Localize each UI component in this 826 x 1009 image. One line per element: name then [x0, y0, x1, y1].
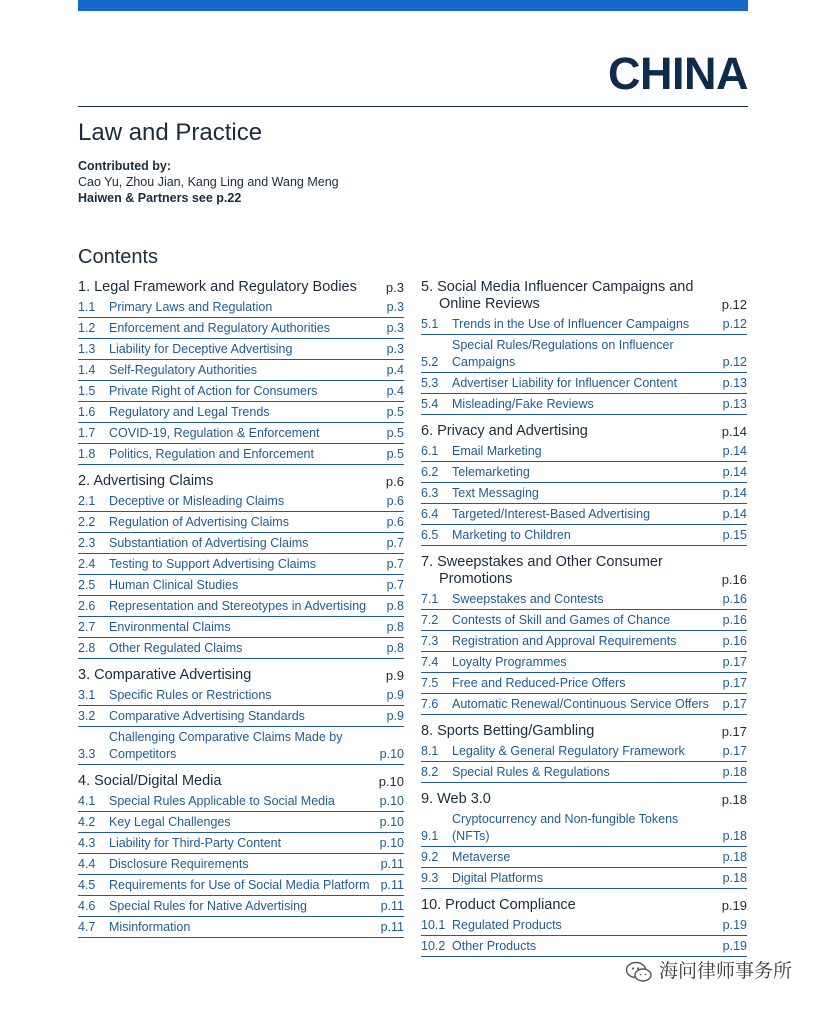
- contributors-names: Cao Yu, Zhou Jian, Kang Ling and Wang Meng: [78, 175, 339, 189]
- toc-section: [78, 277, 404, 465]
- toc-item[interactable]: [78, 917, 404, 938]
- toc-item-title: Comparative Advertising Standards: [109, 709, 305, 723]
- toc-item[interactable]: [78, 854, 404, 875]
- toc-section-title: 3. Comparative Advertising: [78, 667, 252, 683]
- toc-item-number: 6.2: [421, 465, 439, 479]
- toc-item-page: p.14: [722, 486, 747, 500]
- toc-item-page: p.16: [722, 592, 747, 606]
- toc-item-number: 1.4: [78, 363, 96, 377]
- toc-section-page: p.18: [721, 792, 747, 807]
- toc-item-number: 2.4: [78, 557, 96, 571]
- toc-section: [78, 665, 404, 765]
- toc-section-page: p.16: [721, 572, 747, 587]
- toc-item-title: Disclosure Requirements: [109, 857, 249, 871]
- toc-item[interactable]: [421, 373, 747, 394]
- toc-section: [421, 789, 747, 889]
- toc-item-title: Misleading/Fake Reviews: [452, 397, 594, 411]
- toc-item-title: Free and Reduced-Price Offers: [452, 676, 626, 690]
- toc-item-page: p.7: [386, 578, 404, 592]
- toc-item-page: p.10: [379, 747, 404, 761]
- toc-item[interactable]: [421, 694, 747, 715]
- toc-item-page: p.10: [379, 794, 404, 808]
- toc-item-page: p.18: [722, 850, 747, 864]
- toc-item-number: 9.1: [421, 829, 439, 843]
- toc-item-title: Specific Rules or Restrictions: [109, 688, 272, 702]
- toc-item-number: 4.6: [78, 899, 96, 913]
- toc-item-title: Trends in the Use of Influencer Campaigns: [452, 317, 690, 331]
- toc-item[interactable]: [78, 512, 404, 533]
- toc-right-column: [421, 277, 747, 963]
- toc-item-page: p.14: [722, 507, 747, 521]
- contributors-label: Contributed by:: [78, 159, 172, 173]
- toc-item[interactable]: [421, 525, 747, 546]
- toc-item-page: p.12: [722, 317, 747, 331]
- toc-item-page: p.18: [722, 765, 747, 779]
- toc-item-page: p.5: [386, 405, 404, 419]
- toc-item-title: Special Rules Applicable to Social Media: [109, 794, 335, 808]
- toc-item-number: 5.1: [421, 317, 439, 331]
- toc-section-heading[interactable]: [421, 277, 747, 314]
- toc-item-title: Regulatory and Legal Trends: [109, 405, 270, 419]
- toc-item-number: 4.2: [78, 815, 96, 829]
- toc-item[interactable]: [421, 610, 747, 631]
- toc-item[interactable]: [421, 483, 747, 504]
- toc-item-number: 5.3: [421, 376, 439, 390]
- toc-item-title: Misinformation: [109, 920, 191, 934]
- toc-item-page: p.9: [386, 688, 404, 702]
- toc-section-page: p.10: [378, 774, 404, 789]
- toc-section-heading[interactable]: [421, 895, 747, 915]
- toc-item[interactable]: [78, 360, 404, 381]
- toc-item-number: 4.7: [78, 920, 96, 934]
- toc-item-title: Deceptive or Misleading Claims: [109, 494, 285, 508]
- toc-section-heading[interactable]: [78, 277, 404, 297]
- toc-item-page: p.18: [722, 871, 747, 885]
- toc-section-page: p.19: [721, 898, 747, 913]
- toc-item[interactable]: [78, 491, 404, 512]
- toc-item-page: p.11: [380, 920, 404, 934]
- document-title: Law and Practice: [78, 119, 263, 146]
- toc-item-page: p.3: [386, 342, 404, 356]
- toc-item-title: Registration and Approval Requirements: [452, 634, 677, 648]
- toc-item[interactable]: [421, 394, 747, 415]
- toc-item-number: 2.2: [78, 515, 96, 529]
- toc-item-number: 2.3: [78, 536, 96, 550]
- toc-item-number: 1.8: [78, 447, 96, 461]
- toc-item-title: Email Marketing: [452, 444, 542, 458]
- toc-item-title: Challenging Comparative Claims Made by Competitors: [109, 730, 343, 761]
- header-divider: [78, 106, 748, 107]
- toc-item-title: Legality & General Regulatory Framework: [452, 744, 685, 758]
- toc-section-title: 1. Legal Framework and Regulatory Bodies: [78, 279, 357, 295]
- toc-item-number: 5.4: [421, 397, 439, 411]
- toc-item-title: COVID-19, Regulation & Enforcement: [109, 426, 320, 440]
- toc-item-number: 7.5: [421, 676, 439, 690]
- toc-item-number: 4.1: [78, 794, 96, 808]
- toc-item-number: 8.1: [421, 744, 439, 758]
- toc-section-title: 5. Social Media Influencer Campaigns and Online Reviews: [421, 279, 694, 312]
- toc-item[interactable]: [421, 631, 747, 652]
- toc-item[interactable]: [78, 685, 404, 706]
- toc-section-title: 7. Sweepstakes and Other Consumer Promotions: [421, 554, 663, 587]
- toc-item-title: Sweepstakes and Contests: [452, 592, 604, 606]
- toc-section-page: p.14: [721, 424, 747, 439]
- toc-section: [421, 552, 747, 715]
- toc-item-page: p.14: [722, 444, 747, 458]
- toc-item[interactable]: [421, 673, 747, 694]
- toc-item[interactable]: [421, 847, 747, 868]
- toc-item-page: p.4: [386, 363, 404, 377]
- toc-item-page: p.6: [386, 515, 404, 529]
- toc-item[interactable]: [421, 441, 747, 462]
- toc-item[interactable]: [421, 741, 747, 762]
- toc-item[interactable]: [421, 652, 747, 673]
- toc-item-title: Special Rules for Native Advertising: [109, 899, 308, 913]
- toc-item-number: 1.2: [78, 321, 96, 335]
- toc-item[interactable]: [78, 402, 404, 423]
- toc-section-heading[interactable]: [78, 471, 404, 491]
- toc-item-number: 3.1: [78, 688, 96, 702]
- toc-item-number: 1.1: [78, 300, 96, 314]
- toc-section-heading[interactable]: [78, 665, 404, 685]
- toc-item-title: Liability for Deceptive Advertising: [109, 342, 293, 356]
- toc-item-title: Enforcement and Regulatory Authorities: [109, 321, 330, 335]
- toc-item-number: 7.2: [421, 613, 439, 627]
- toc-section-page: p.9: [385, 668, 404, 683]
- toc-item[interactable]: [421, 915, 747, 936]
- toc-section-page: p.6: [385, 474, 404, 489]
- toc-item[interactable]: [78, 444, 404, 465]
- toc-item-number: 4.4: [78, 857, 96, 871]
- toc-item[interactable]: [78, 554, 404, 575]
- toc-item-title: Digital Platforms: [452, 871, 543, 885]
- toc-item-title: Liability for Third-Party Content: [109, 836, 282, 850]
- toc-item-page: p.19: [722, 939, 747, 953]
- toc-item-number: 1.3: [78, 342, 96, 356]
- toc-item-title: Loyalty Programmes: [452, 655, 567, 669]
- toc-item-title: Representation and Stereotypes in Advertising: [109, 599, 367, 613]
- toc-section: [421, 277, 747, 415]
- toc-item-number: 7.6: [421, 697, 439, 711]
- toc-item-page: p.17: [722, 744, 747, 758]
- toc-item[interactable]: [78, 833, 404, 854]
- toc-item-number: 7.4: [421, 655, 439, 669]
- toc-item-number: 7.3: [421, 634, 439, 648]
- toc-item-number: 10.2: [421, 939, 446, 953]
- toc-item-number: 2.7: [78, 620, 96, 634]
- toc-item-page: p.3: [386, 300, 404, 314]
- toc-item-title: Environmental Claims: [109, 620, 231, 634]
- country-title: CHINA: [608, 48, 748, 99]
- toc-section-title: 6. Privacy and Advertising: [421, 423, 588, 439]
- toc-item-number: 2.6: [78, 599, 96, 613]
- toc-section: [78, 771, 404, 938]
- toc-item-page: p.11: [380, 857, 404, 871]
- watermark-text: 海问律师事务所: [659, 961, 793, 982]
- toc-item[interactable]: [78, 423, 404, 444]
- toc-item-title: Marketing to Children: [452, 528, 571, 542]
- toc-item-page: p.11: [380, 878, 404, 892]
- toc-item-page: p.8: [386, 641, 404, 655]
- toc-left-column: [78, 277, 404, 944]
- toc-item[interactable]: [421, 589, 747, 610]
- toc-item-title: Telemarketing: [452, 465, 530, 479]
- toc-item[interactable]: [78, 706, 404, 727]
- toc-item-page: p.19: [722, 918, 747, 932]
- toc-section-page: p.3: [385, 280, 404, 295]
- toc-item[interactable]: [78, 727, 404, 765]
- toc-item-title: Self-Regulatory Authorities: [109, 363, 257, 377]
- toc-item-number: 1.6: [78, 405, 96, 419]
- toc-item-number: 3.3: [78, 747, 96, 761]
- toc-section: [421, 721, 747, 783]
- toc-item-page: p.5: [386, 426, 404, 440]
- toc-item-number: 10.1: [421, 918, 446, 932]
- toc-item-title: Other Regulated Claims: [109, 641, 243, 655]
- toc-item-number: 6.4: [421, 507, 439, 521]
- toc-item-number: 3.2: [78, 709, 96, 723]
- toc-item-number: 9.3: [421, 871, 439, 885]
- toc-item-page: p.16: [722, 634, 747, 648]
- toc-item[interactable]: [421, 504, 747, 525]
- toc-item-number: 7.1: [421, 592, 439, 606]
- toc-item-title: Politics, Regulation and Enforcement: [109, 447, 314, 461]
- toc-item-number: 1.7: [78, 426, 96, 440]
- contributors-firm[interactable]: Haiwen & Partners see p.22: [78, 191, 242, 205]
- toc-item-title: Regulation of Advertising Claims: [109, 515, 289, 529]
- toc-item-number: 2.8: [78, 641, 96, 655]
- toc-section-page: p.17: [721, 724, 747, 739]
- toc-item-title: Contests of Skill and Games of Chance: [452, 613, 671, 627]
- toc-item[interactable]: [78, 791, 404, 812]
- contents-heading: Contents: [78, 246, 159, 268]
- toc-section-title: 10. Product Compliance: [421, 897, 576, 913]
- toc-item-page: p.14: [722, 465, 747, 479]
- toc-item-title: Targeted/Interest-Based Advertising: [452, 507, 651, 521]
- toc-item-number: 9.2: [421, 850, 439, 864]
- toc-section-heading[interactable]: [78, 771, 404, 791]
- toc-item-title: Regulated Products: [452, 918, 562, 932]
- toc-item-page: p.10: [379, 815, 404, 829]
- toc-item[interactable]: [78, 533, 404, 554]
- toc-section-heading[interactable]: [421, 421, 747, 441]
- toc-section: [421, 421, 747, 546]
- toc-section-heading[interactable]: [421, 789, 747, 809]
- toc-item-page: p.13: [722, 397, 747, 411]
- toc-item-page: p.6: [386, 494, 404, 508]
- toc-item[interactable]: [78, 596, 404, 617]
- toc-item[interactable]: [421, 335, 747, 373]
- toc-item[interactable]: [78, 381, 404, 402]
- toc-item[interactable]: [421, 868, 747, 889]
- toc-item-page: p.12: [722, 355, 747, 369]
- toc-item[interactable]: [421, 462, 747, 483]
- toc-item-page: p.3: [386, 321, 404, 335]
- toc-item-title: Key Legal Challenges: [109, 815, 231, 829]
- toc-section: [421, 895, 747, 957]
- toc-section-title: 9. Web 3.0: [421, 791, 491, 807]
- toc-item-title: Text Messaging: [452, 486, 539, 500]
- toc-item-title: Primary Laws and Regulation: [109, 300, 273, 314]
- toc-item[interactable]: [78, 875, 404, 896]
- toc-item-number: 1.5: [78, 384, 96, 398]
- toc-item-title: Human Clinical Studies: [109, 578, 239, 592]
- toc-item-page: p.17: [722, 655, 747, 669]
- toc-item-number: 6.3: [421, 486, 439, 500]
- toc-item[interactable]: [78, 318, 404, 339]
- toc-item[interactable]: [421, 314, 747, 335]
- toc-item-page: p.10: [379, 836, 404, 850]
- toc-item[interactable]: [78, 339, 404, 360]
- toc-item-number: 6.5: [421, 528, 439, 542]
- toc-item[interactable]: [78, 896, 404, 917]
- toc-item[interactable]: [421, 936, 747, 957]
- toc-item[interactable]: [78, 297, 404, 318]
- toc-item-page: p.8: [386, 599, 404, 613]
- toc-item-title: Substantiation of Advertising Claims: [109, 536, 309, 550]
- toc-item-number: 5.2: [421, 355, 439, 369]
- toc-section: [78, 471, 404, 659]
- toc-item-title: Other Products: [452, 939, 537, 953]
- toc-item-page: p.18: [722, 829, 747, 843]
- toc-item-number: 8.2: [421, 765, 439, 779]
- top-accent-bar: [78, 0, 748, 11]
- toc-section-title: 2. Advertising Claims: [78, 473, 214, 489]
- toc-item-page: p.11: [380, 899, 404, 913]
- toc-item-page: p.16: [722, 613, 747, 627]
- toc-item-title: Special Rules/Regulations on Influencer Campaigns: [452, 338, 674, 369]
- contributors-block: [78, 158, 339, 206]
- wechat-icon: [625, 961, 653, 983]
- toc-item-page: p.17: [722, 697, 747, 711]
- toc-item-number: 2.1: [78, 494, 96, 508]
- toc-item-page: p.9: [386, 709, 404, 723]
- toc-item-number: 6.1: [421, 444, 439, 458]
- toc-item-title: Requirements for Use of Social Media Platform: [109, 878, 370, 892]
- toc-item-number: 4.5: [78, 878, 96, 892]
- toc-section-title: 4. Social/Digital Media: [78, 773, 222, 789]
- toc-item-number: 4.3: [78, 836, 96, 850]
- toc-item[interactable]: [78, 638, 404, 659]
- toc-item-title: Testing to Support Advertising Claims: [109, 557, 317, 571]
- toc-item[interactable]: [78, 812, 404, 833]
- toc-item-page: p.5: [386, 447, 404, 461]
- watermark: [625, 960, 792, 984]
- toc-item-title: Advertiser Liability for Influencer Content: [452, 376, 678, 390]
- toc-item-title: Private Right of Action for Consumers: [109, 384, 318, 398]
- toc-item-page: p.7: [386, 536, 404, 550]
- toc-item[interactable]: [421, 762, 747, 783]
- toc-item-title: Cryptocurrency and Non-fungible Tokens (NFTs): [452, 812, 679, 843]
- toc-item-title: Special Rules & Regulations: [452, 765, 610, 779]
- toc-section-heading[interactable]: [421, 552, 747, 589]
- toc-item-page: p.13: [722, 376, 747, 390]
- toc-item[interactable]: [421, 809, 747, 847]
- toc-item[interactable]: [78, 575, 404, 596]
- toc-item[interactable]: [78, 617, 404, 638]
- toc-item-number: 2.5: [78, 578, 96, 592]
- toc-item-page: p.17: [722, 676, 747, 690]
- toc-section-title: 8. Sports Betting/Gambling: [421, 723, 595, 739]
- toc-item-page: p.15: [722, 528, 747, 542]
- toc-item-title: Automatic Renewal/Continuous Service Offers: [452, 697, 709, 711]
- toc-item-page: p.7: [386, 557, 404, 571]
- toc-item-title: Metaverse: [452, 850, 511, 864]
- toc-section-page: p.12: [721, 297, 747, 312]
- toc-item-page: p.4: [386, 384, 404, 398]
- toc-item-page: p.8: [386, 620, 404, 634]
- toc-section-heading[interactable]: [421, 721, 747, 741]
